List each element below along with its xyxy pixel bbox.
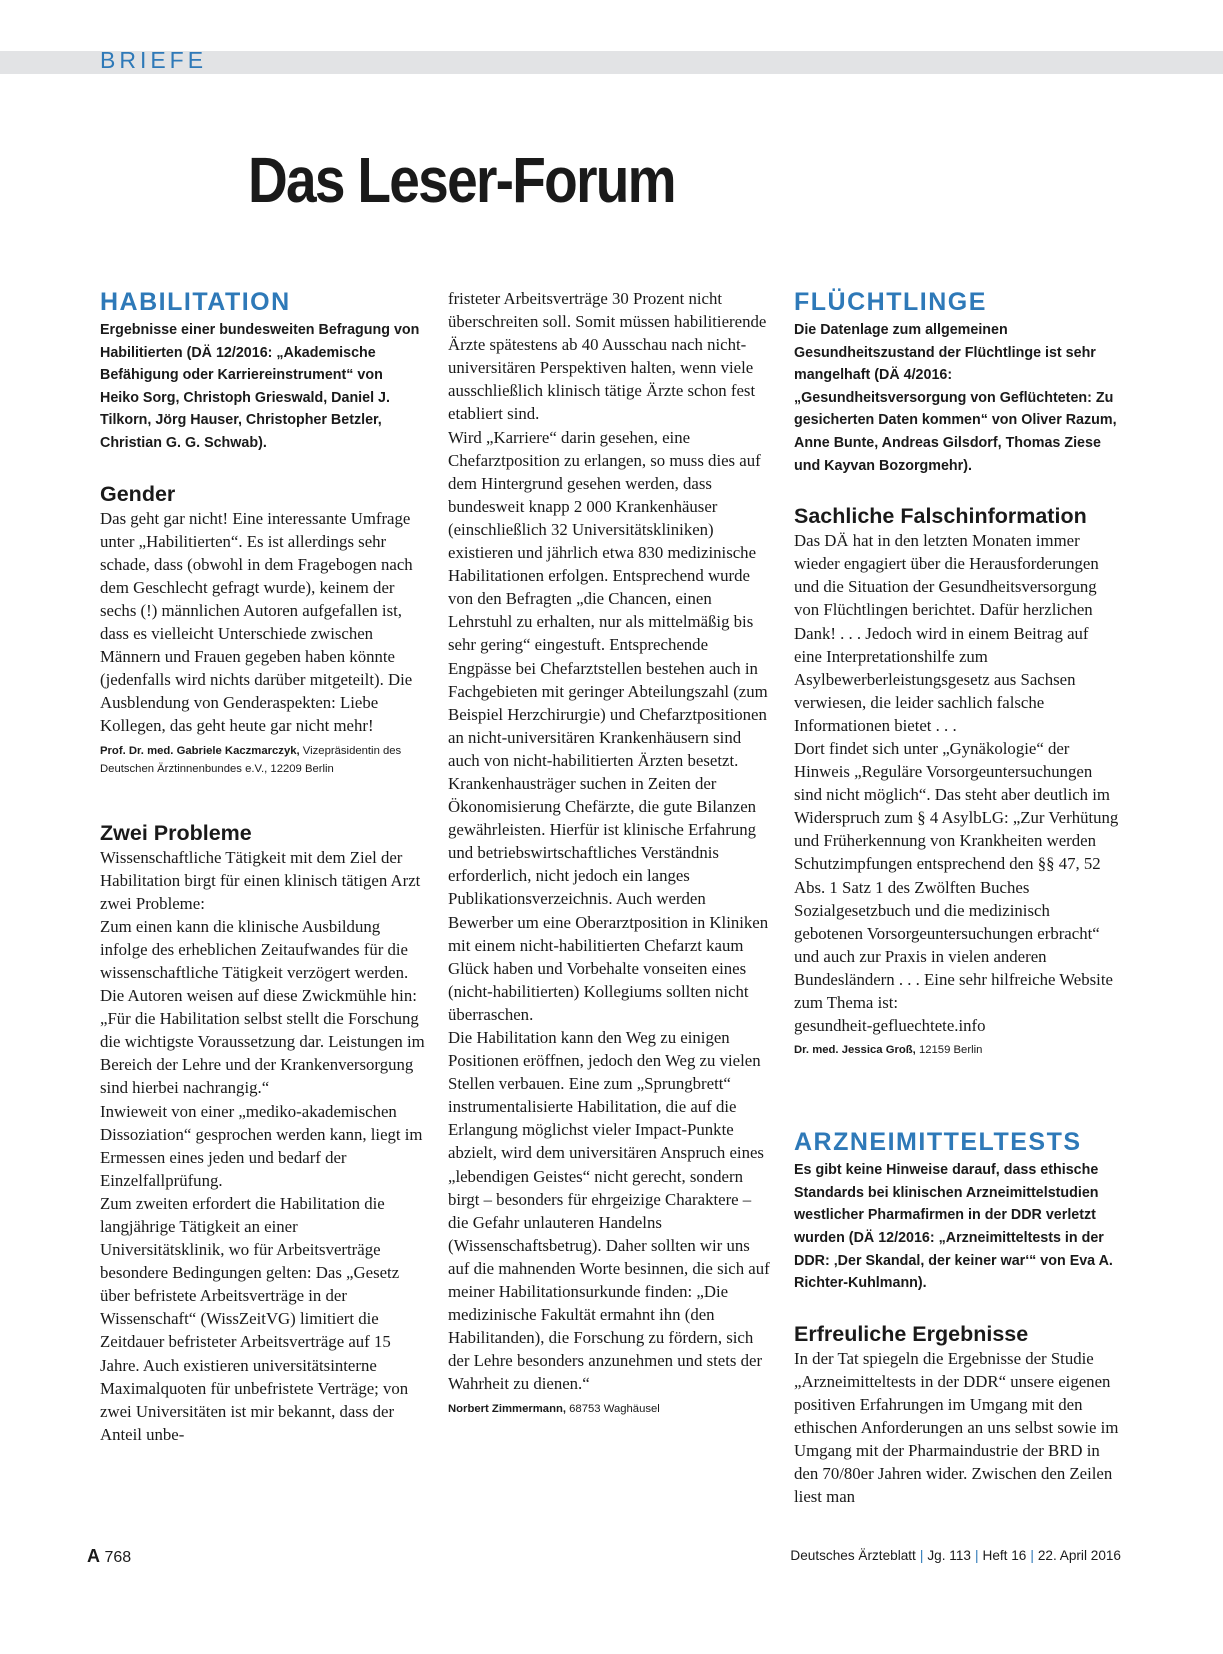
journal-name: Deutsches Ärzteblatt (790, 1548, 916, 1563)
letter-paragraph: Das DÄ hat in den letzten Monaten immer wieder engagiert über die Herausforderungen und die Situation der Gesundheitsversorgung von Flüchtlingen berichtet. Dafür herzlichen Dank! . . . Jedoch wird in einem Beitrag auf eine Interpretationshilfe zum Asylbewerberleistungsgesetz aus Sachsen verwiesen, die leider sachlich falsche Informationen bietet . . . (794, 531, 1099, 735)
letter-paragraph: Inwieweit von einer „mediko-akademischen Dissoziation“ gesprochen werden kann, liegt im Ermessen eines jeden und bedarf der Einzelfallprüfung. (100, 1101, 423, 1190)
topic-heading-arzneimitteltests: ARZNEIMITTELTESTS (794, 1128, 1082, 1157)
letter-paragraph: In der Tat spiegeln die Ergebnisse der Studie „Arzneimitteltests in der DDR“ unsere eigenen positiven Erfahrungen im Umgang mit den ethischen Anforderungen an uns selbst sowie im Umgang mit der Pharmaindustrie der BRD in den 70/80er Jahren wider. Zwischen den Zeilen liest man (794, 1348, 1119, 1507)
signature-affiliation: 68753 Waghäusel (566, 1402, 660, 1415)
topic-intro-arzneimitteltests: Es gibt keine Hinweise darauf, dass ethische Standards bei klinischen Arzneimittelstudien westlicher Pharmafirmen in der DDR verletzt wurden (DÄ 12/2016: „Arzneimitteltests in der DDR: ‚Der Skandal, der keiner war‘“ von Eva A. Richter-Kuhlmann). (794, 1162, 1113, 1292)
letter-title-gender: Gender (100, 481, 176, 506)
letter-paragraph: Zum zweiten erfordert die Habilitation die langjährige Tätigkeit an einer Universitätsklinik, wo für Arbeitsverträge besondere Bedingungen gelten: Das „Gesetz über befristete Arbeitsverträge in der Wissenschaft“ (WissZeitVG) limitiert die Zeitdauer befristeter Arbeitsverträge auf 15 Jahre. Auch existieren universitätsinterne Maximalquoten für unbefristete Verträge; von zwei Universitäten ist mir bekannt, dass der Anteil unbe- (100, 1193, 409, 1444)
letter-signature-falschinformation (794, 1041, 1119, 1059)
letter-paragraph: Die Habilitation kann den Weg zu einigen Positionen eröffnen, jedoch den Weg zu vielen Stellen verbauen. Eine zum „Sprungbrett“ instrumentalisierte Habilitation, die auf die Erlangung möglichst vieler Impact-Punkte abzielt, wird dem universitären Anspruch eines „lebendigen Geistes“ nicht gerecht, sondern birgt – besonders für ehrgeizige Charaktere – die Gefahr unlauteren Handelns (Wissenschaftsbetrug). Daher sollten wir uns auf die mahnenden Worte besinnen, die sich auf meiner Habilitationsurkunde finden: „Die medizinische Fakultät ermahnt ihn (den Habilitanden), die Forschung zu fördern, sich der Lehre besonders anzunehmen und stets der Wahrheit zu dienen.“ (448, 1028, 770, 1394)
letter-title-zwei-probleme: Zwei Probleme (100, 820, 252, 845)
page-number-value: 768 (104, 1549, 132, 1566)
topic-heading-habilitation: HABILITATION (100, 288, 291, 316)
letter-paragraph: fristeter Arbeitsverträge 30 Prozent nicht überschreiten soll. Somit müssen habilitierende Ärzte spätestens ab 40 Ausschau nach nicht-universitären Perspektiven halten, wenn viele ausschließlich klinisch tätige Ärzte schon fest etabliert sind. (448, 289, 767, 424)
separator: | (919, 1548, 924, 1563)
section-label: BRIEFE (100, 47, 208, 73)
column-3 (794, 287, 1119, 1508)
page-number (87, 1546, 131, 1567)
letter-paragraph: Wissenschaftliche Tätigkeit mit dem Ziel der Habilitation birgt für einen klinisch tätigen Arzt zwei Probleme: (100, 847, 421, 913)
letter-signature-gender (100, 742, 425, 778)
topic-heading-fluechtlinge: FLÜCHTLINGE (794, 288, 987, 316)
letter-title-sachliche-falschinformation: Sachliche Falschinformation (794, 504, 1087, 529)
column-1 (100, 287, 425, 1446)
signature-name: Norbert Zimmermann, (448, 1402, 567, 1415)
journal-volume: Jg. 113 (927, 1548, 971, 1563)
signature-name: Prof. Dr. med. Gabriele Kaczmarczyk, (100, 744, 300, 757)
separator: | (1030, 1548, 1034, 1563)
topic-intro-habilitation: Ergebnisse einer bundesweiten Befragung von Habilitierten (DÄ 12/2016: „Akademische Befähigung oder Karriereinstrument“ von Heiko Sorg, Christoph Grieswald, Daniel J. Tilkorn, Jörg Hauser, Christopher Betzler, Christian G. G. Schwab). (100, 322, 420, 451)
separator: | (974, 1548, 979, 1563)
website-link[interactable]: gesundheit-gefluechtete.info (794, 1016, 986, 1036)
signature-affiliation: 12159 Berlin (915, 1044, 983, 1057)
signature-name: Dr. med. Jessica Groß, (794, 1044, 916, 1057)
letter-body-gender: Das geht gar nicht! Eine interessante Umfrage unter „Habilitierten“. Es ist allerdings sehr schade, dass (obwohl in dem Fragebogen nach dem Geschlecht gefragt wurde), keinem der sechs (!) männlichen Autoren aufgefallen ist, dass es vielleicht Unterschiede zwischen Männern und Frauen gegeben haben könnte (jedenfalls wird nichts darüber mitgeteilt). Die Ausblendung von Genderaspekten: Liebe Kollegen, das geht heute gar nicht mehr! (100, 508, 413, 736)
signature-affiliation: Vizepräsidentin des Deutschen Ärztinnenbundes e.V., 12209 Berlin (100, 744, 402, 775)
page-prefix: A (87, 1546, 100, 1566)
journal-date: 22. April 2016 (1037, 1548, 1121, 1563)
page-title: Das Leser-Forum (248, 144, 675, 216)
topic-intro-fluechtlinge: Die Datenlage zum allgemeinen Gesundheitszustand der Flüchtlinge ist sehr mangelhaft (DÄ 4/2016: „Gesundheitsversorgung von Geflüchteten: Zu gesicherten Daten kommen“ von Oliver Razum, Anne Bunte, Andreas Gilsdorf, Thomas Ziese und Kayvan Bozorgmehr). (794, 322, 1117, 474)
letter-paragraph: Zum einen kann die klinische Ausbildung infolge des erheblichen Zeitaufwandes für die wissenschaftliche Tätigkeit verzögert werden. Die Autoren weisen auf diese Zwickmühle hin: „Für die Habilitation selbst stellt die Forschung die wichtigste Voraussetzung dar. Leistungen im Bereich der Lehre und der Krankenversorgung sind hierbei nachrangig.“ (100, 916, 425, 1098)
column-2 (448, 287, 773, 1418)
journal-info (790, 1548, 1121, 1563)
letter-paragraph: Wird „Karriere“ darin gesehen, eine Chefarztposition zu erlangen, so muss dies auf dem Hintergrund gesehen werden, dass bundesweit knapp 2 000 Krankenhäuser (einschließlich 32 Universitätskliniken) existieren und jährlich etwa 830 medizinische Habilitationen erfolgen. Entsprechend wurde von den Befragten „die Chancen, einen Lehrstuhl zu erhalten, nur als mittelmäßig bis sehr gering“ eingestuft. Entsprechende Engpässe bei Chefarztstellen bestehen auch in Fachgebieten mit geringer Abteilungszahl (zum Beispiel Herzchirurgie) und Chefarztpositionen an nicht-universitären Krankenhäusern sind auch von nicht-habilitierten Ärzten besetzt. Krankenhausträger suchen in Zeiten der Ökonomisierung Chefärzte, die gute Bilanzen gewährleisten. Hierfür ist klinische Erfahrung und betriebswirtschaftliches Verständnis erforderlich, nicht jedoch ein langes Publikationsverzeichnis. Auch werden Bewerber um eine Oberarztposition in Kliniken mit einem nicht-habilitierten Chefarzt kaum Glück haben und Vorbehalte vonseiten eines (nicht-habilitierten) Kollegiums sollten nicht überraschen. (448, 427, 769, 1024)
letter-title-erfreuliche-ergebnisse: Erfreuliche Ergebnisse (794, 1321, 1029, 1346)
letter-signature-zwei-probleme (448, 1400, 773, 1418)
journal-issue: Heft 16 (982, 1548, 1027, 1563)
letter-paragraph: Dort findet sich unter „Gynäkologie“ der Hinweis „Reguläre Vorsorgeuntersuchungen sind nicht möglich“. Das steht aber deutlich im Widerspruch zum § 4 AsylbLG: „Zur Verhütung und Früherkennung von Krankheiten werden Schutzimpfungen entsprechend den §§ 47, 52 Abs. 1 Satz 1 des Zwölften Buches Sozialgesetzbuch und die medizinisch gebotenen Vorsorgeuntersuchungen erbracht“ und auch zur Praxis in vielen anderen Bundesländern . . . Eine sehr hilfreiche Website zum Thema ist: (794, 739, 1119, 1013)
